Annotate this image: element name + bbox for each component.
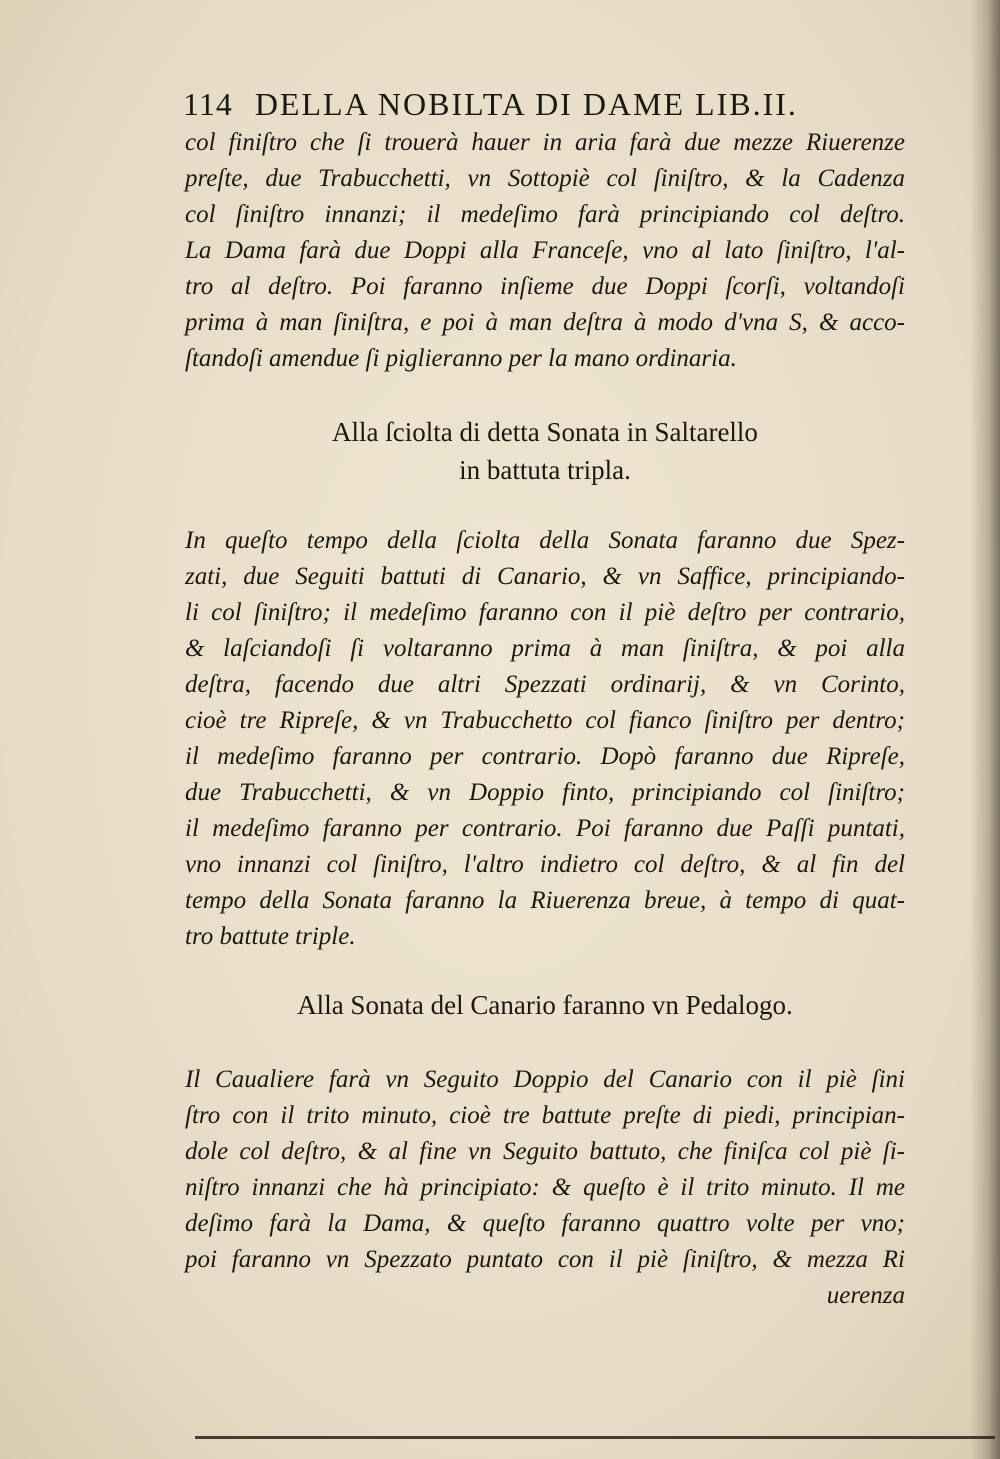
text-line: In queſto tempo della ſciolta della Sonata faranno due Spez- <box>185 527 905 554</box>
text-line: deſtra, facendo due altri Spezzati ordinarij, & vn Corinto, <box>185 671 905 698</box>
text-line: ſtandoſi amendue ſi piglieranno per la mano ordinaria. <box>185 345 737 372</box>
text-line: il medeſimo faranno per contrario. Poi faranno due Paſſi puntati, <box>185 815 905 842</box>
text-line: niſtro innanzi che hà principiato: & queſto è il trito minuto. Il me <box>185 1174 905 1201</box>
text-line: due Trabucchetti, & vn Doppio finto, principiando col ſiniſtro; <box>185 779 905 806</box>
section-heading-1 <box>185 413 905 489</box>
text-line: tempo della Sonata faranno la Riuerenza breue, à tempo di quat- <box>185 887 905 914</box>
paragraph-2 <box>185 523 905 955</box>
text-line: il medeſimo faranno per contrario. Dopò faranno due Ripreſe, <box>185 743 905 770</box>
text-line: tro al deſtro. Poi faranno inſieme due Doppi ſcorſi, voltandoſi <box>185 273 905 300</box>
text-line: ſtro con il trito minuto, cioè tre battute preſte di piedi, principian- <box>185 1102 905 1129</box>
text-line: & laſciandoſi ſi voltaranno prima à man ſiniſtra, & poi alla <box>185 635 905 662</box>
text-line: col finiſtro che ſi trouerà hauer in aria farà due mezze Riuerenze <box>185 129 905 156</box>
page-number: 114 <box>183 86 233 122</box>
paragraph-3 <box>185 1062 905 1314</box>
heading-line: Alla Sonata del Canario faranno vn Pedalogo. <box>297 990 793 1020</box>
text-line: dole col deſtro, & al fine vn Seguito battuto, che finiſca col piè ſi- <box>185 1138 905 1165</box>
running-head <box>183 86 863 123</box>
heading-line: in battuta tripla. <box>459 455 631 485</box>
text-line: poi faranno vn Spezzato puntato con il piè ſiniſtro, & mezza Ri <box>185 1246 905 1273</box>
text-line: La Dama farà due Doppi alla Franceſe, vno al lato ſiniſtro, l'al- <box>185 237 905 264</box>
text-line: zati, due Seguiti battuti di Canario, & vn Saffice, principiando- <box>185 563 905 590</box>
page-bottom-rule <box>195 1436 995 1439</box>
section-heading-2 <box>185 986 905 1024</box>
text-line: vno innanzi col ſiniſtro, l'altro indietro col deſtro, & al fin del <box>185 851 905 878</box>
text-line: deſimo farà la Dama, & queſto faranno quattro volte per vno; <box>185 1210 905 1237</box>
text-line: col ſiniſtro innanzi; il medeſimo farà principiando col deſtro. <box>185 201 905 228</box>
text-line: cioè tre Ripreſe, & vn Trabucchetto col fianco ſiniſtro per dentro; <box>185 707 905 734</box>
heading-line: Alla ſciolta di detta Sonata in Saltarello <box>332 417 758 447</box>
catchword: uerenza <box>826 1282 905 1309</box>
paragraph-1 <box>185 125 905 377</box>
text-line: Il Caualiere farà vn Seguito Doppio del Canario con il piè ſini <box>185 1066 905 1093</box>
running-title: DELLA NOBILTA DI DAME LIB.II. <box>254 86 798 122</box>
text-line: li col ſiniſtro; il medeſimo faranno con il piè deſtro per contrario, <box>185 599 905 626</box>
text-line: tro battute triple. <box>185 923 356 950</box>
page-edge-shadow <box>970 0 1000 1459</box>
text-line: prima à man ſiniſtra, e poi à man deſtra à modo d'vna S, & acco- <box>185 309 905 336</box>
text-line: preſte, due Trabucchetti, vn Sottopiè col ſiniſtro, & la Cadenza <box>185 165 905 192</box>
